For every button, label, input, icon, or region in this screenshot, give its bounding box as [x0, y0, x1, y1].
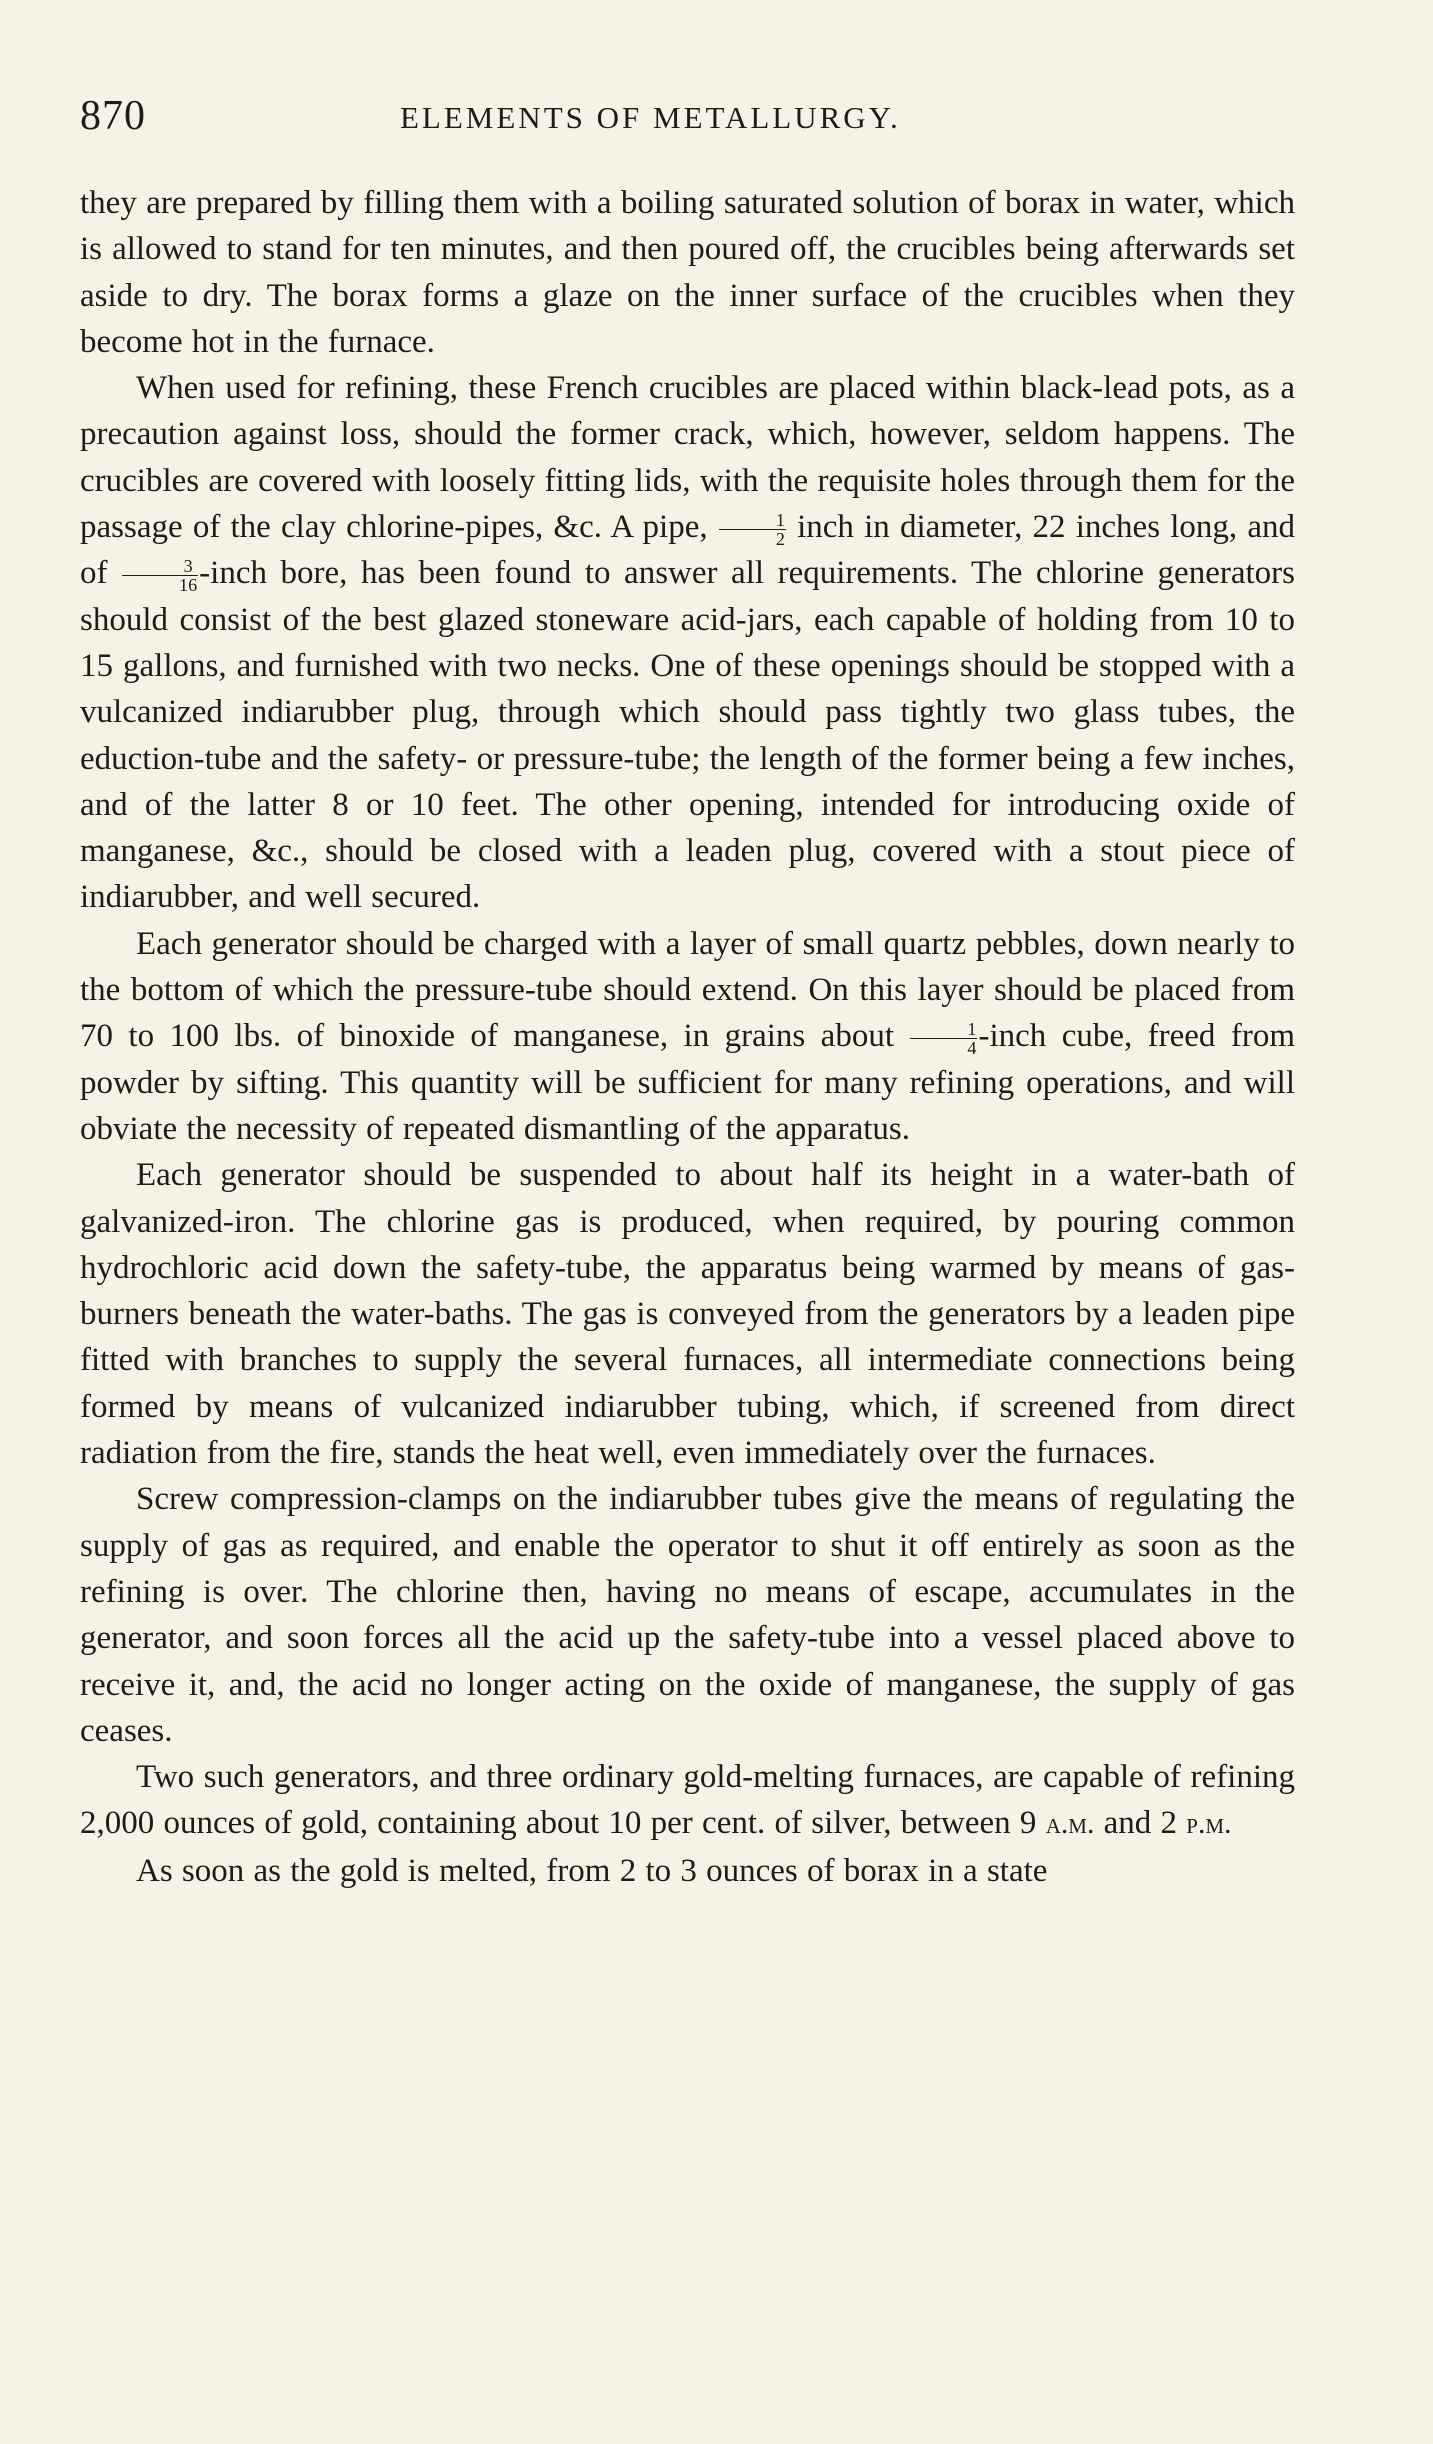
fraction-numerator: 1: [910, 1020, 977, 1039]
paragraph-5-text: Screw compression-clamps on the indiarubber tubes give the means of regulating the supply of gas as required, and enable the operator to shut it off entirely as soon as the refining is over. The chlorine then, having no means of escape, accumulates in the generator, and soon forces all the acid up the safety-tube into a vessel placed above to receive it, and, the acid no longer acting on the oxide of manganese, the supply of gas ceases.: [80, 1481, 1295, 1749]
fraction-numerator: 1: [719, 511, 786, 530]
paragraph-3-text-b: -inch cube, freed from powder by sifting. This quantity will be sufficient for many refining operations, and will obviate the necessity of repeated dismantling of the apparatus.: [80, 1018, 1295, 1147]
paragraph-4: [80, 1152, 1295, 1476]
paragraph-5: [80, 1476, 1295, 1754]
paragraph-7-text: As soon as the gold is melted, from 2 to 3 ounces of borax in a state: [136, 1852, 1048, 1889]
paragraph-4-text: Each generator should be suspended to about half its height in a water-bath of galvanized-iron. The chlorine gas is produced, when required, by pouring common hydrochloric acid down the safety-tube, the apparatus being warmed by means of gas-burners beneath the water-baths. The gas is conveyed from the generators by a leaden pipe fitted with branches to supply the several furnaces, all intermediate connections being formed by means of vulcanized indiarubber tubing, which, if screened from direct radiation from the fire, stands the heat well, even immediately over the furnaces.: [80, 1157, 1295, 1472]
paragraph-3-text-a: Each generator should be charged with a layer of small quartz pebbles, down nearly to the bottom of which the pressure-tube should extend. On this layer should be placed from 70 to 100 lbs. of binoxide of manganese, in grains about: [80, 925, 1295, 1055]
fraction-denominator: 2: [775, 529, 785, 549]
paragraph-2: [80, 365, 1295, 921]
page-number: 870: [80, 93, 146, 139]
paragraph-2-text-a: When used for refining, these French crucibles are placed within black-lead pots, as a precaution against loss, should the former crack, which, however, seldom happens. The crucibles are covered with loosely fitting lids, with the requisite holes through them for the passage of the clay chlorine-pipes, &c. A pipe,: [80, 370, 1295, 546]
fraction-three-sixteenths: [122, 557, 198, 594]
paragraph-3: [80, 921, 1295, 1152]
fraction-numerator: 3: [122, 557, 198, 576]
paragraph-2-text-b: inch in diameter, 22 inches long, and of: [80, 509, 1296, 592]
paragraph-1: [80, 180, 1295, 365]
paragraph-7: [80, 1848, 1295, 1894]
fraction-denominator: 16: [179, 575, 198, 596]
paragraph-6-text-a: Two such generators, and three ordinary gold-melting furnaces, are capable of refining 2,000 ounces of gold, containing about 10 per cent. of silver, between 9: [80, 1759, 1295, 1842]
time-am: a.m.: [1045, 1808, 1095, 1841]
paragraph-2-text-c: -inch bore, has been found to answer all requirements. The chlorine generators should consist of the best glazed stoneware acid-jars, each capable of holding from 10 to 15 gallons, and furnished with two necks. One of these openings should be stopped with a vulcanized indiarubber plug, through which should pass tightly two glass tubes, the eduction-tube and the safety- or pressure-tube; the length of the former being a few inches, and of the latter 8 or 10 feet. The other opening, intended for introducing oxide of manganese, &c., should be closed with a leaden plug, covered with a stout piece of indiarubber, and well secured.: [80, 555, 1295, 916]
running-title: ELEMENTS OF METALLURGY.: [400, 100, 901, 135]
time-pm: p.m.: [1186, 1808, 1232, 1841]
fraction-denominator: 4: [967, 1038, 977, 1059]
fraction-quarter: [910, 1020, 977, 1057]
paragraph-6-text-b: and 2: [1094, 1805, 1187, 1842]
paragraph-1-text: they are prepared by filling them with a boiling saturated solution of borax in water, which is allowed to stand for ten minutes, and then poured off, the crucibles being afterwards set aside to dry. The borax forms a glaze on the inner surface of the crucibles when they become hot in the furnace.: [80, 185, 1295, 360]
body-text: [80, 180, 1295, 1894]
paragraph-6: [80, 1754, 1295, 1848]
running-head: [80, 92, 1310, 152]
fraction-half: [719, 511, 786, 548]
